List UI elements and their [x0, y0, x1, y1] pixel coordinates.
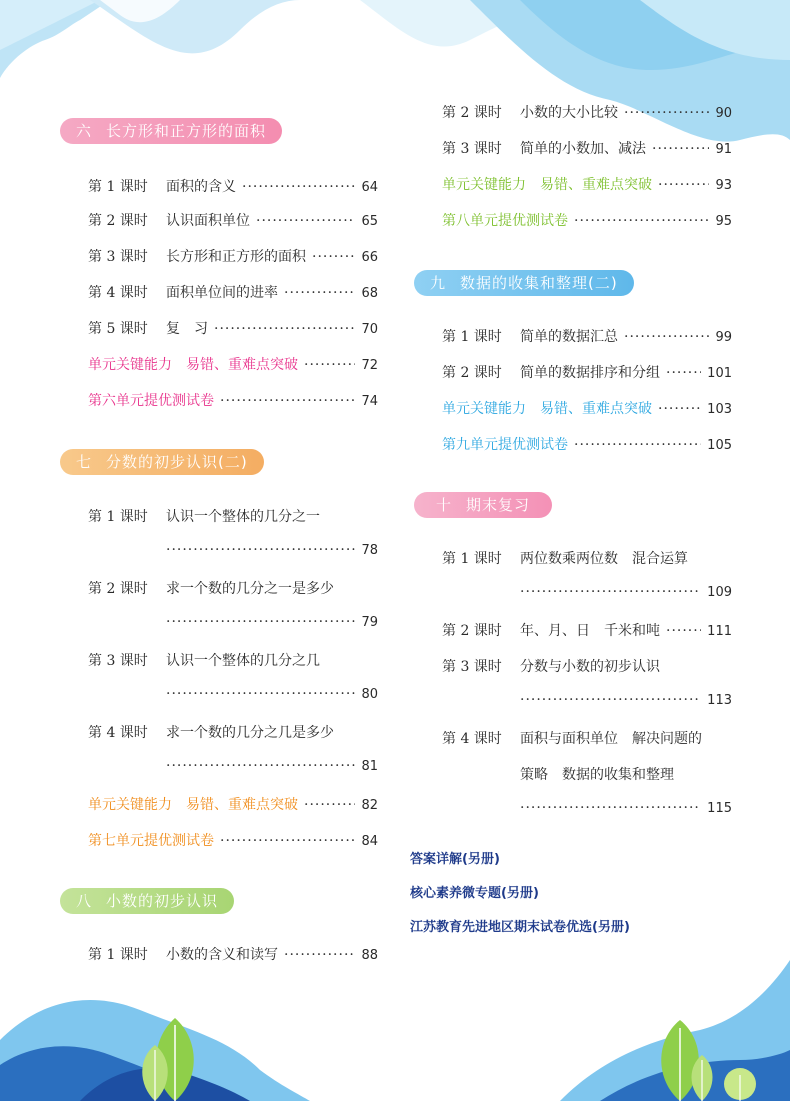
toc-entry[interactable]: [88, 282, 378, 302]
leader-dots: [214, 321, 355, 337]
ability-title: 单元关键能力 易错、重难点突破: [88, 357, 298, 373]
lesson-title-line2: 策略 数据的收集和整理: [520, 767, 674, 783]
leader-dots: [520, 800, 701, 816]
page-number: 105: [707, 438, 732, 453]
page-number: 64: [361, 180, 378, 195]
lesson-number: 第 3 课时: [88, 653, 148, 669]
ability-title: 单元关键能力 易错、重难点突破: [88, 797, 298, 813]
page-number: 66: [361, 250, 378, 265]
toc-entry[interactable]: [442, 326, 732, 346]
page-number: 101: [707, 366, 732, 381]
ability-title: 单元关键能力 易错、重难点突破: [442, 177, 652, 193]
lesson-number: 第 3 课时: [88, 249, 148, 265]
leader-dots: [220, 393, 355, 409]
toc-entry-continued[interactable]: [166, 542, 378, 558]
toc-entry[interactable]: [442, 138, 732, 158]
section-title: 长方形和正方形的面积: [106, 122, 267, 140]
test-title: 第七单元提优测试卷: [88, 833, 214, 849]
lesson-title: 两位数乘两位数 混合运算: [520, 551, 688, 567]
leader-dots: [666, 623, 701, 639]
lesson-number: 第 1 课时: [442, 329, 502, 345]
toc-entry[interactable]: [442, 362, 732, 382]
lesson-number: 第 5 课时: [88, 321, 148, 337]
toc-entry[interactable]: [442, 728, 732, 748]
extra-exam-selection-book[interactable]: 江苏教育先进地区期末试卷优选(另册): [410, 920, 630, 935]
leader-dots: [312, 249, 355, 265]
toc-entry[interactable]: [88, 944, 378, 964]
toc-entry-continued[interactable]: [520, 800, 732, 816]
toc-entry-continued[interactable]: [166, 758, 378, 774]
toc-entry[interactable]: [88, 722, 378, 742]
section-title: 数据的收集和整理(二): [460, 274, 618, 292]
page-number: 91: [715, 142, 732, 157]
leader-dots: [220, 833, 355, 849]
section-title: 期末复习: [466, 496, 531, 514]
toc-entry[interactable]: [442, 548, 732, 568]
section-header-10[interactable]: [414, 492, 552, 518]
lesson-number: 第 3 课时: [442, 141, 502, 157]
lesson-title: 分数与小数的初步认识: [520, 659, 660, 675]
lesson-number: 第 2 课时: [88, 213, 148, 229]
page-number: 78: [361, 543, 378, 558]
page-number: 109: [707, 585, 732, 600]
lesson-title: 面积单位间的进率: [166, 285, 278, 301]
lesson-title: 长方形和正方形的面积: [166, 249, 306, 265]
leader-dots: [520, 692, 701, 708]
lesson-number: 第 2 课时: [442, 623, 502, 639]
lesson-title: 面积的含义: [166, 179, 236, 195]
page-number: 88: [361, 948, 378, 963]
lesson-title: 简单的数据排序和分组: [520, 365, 660, 381]
section-number: 九: [430, 274, 447, 292]
page-number: 74: [361, 394, 378, 409]
section-number: 六: [76, 122, 93, 140]
leader-dots: [574, 437, 701, 453]
section-number: 八: [76, 892, 93, 910]
lesson-title: 求一个数的几分之一是多少: [166, 581, 334, 597]
section-header-9[interactable]: [414, 270, 634, 296]
toc-entry-continued[interactable]: [520, 764, 732, 784]
leader-dots: [166, 542, 355, 558]
lesson-title: 简单的数据汇总: [520, 329, 618, 345]
extra-core-literacy-book[interactable]: 核心素养微专题(另册): [410, 886, 539, 901]
leader-dots: [242, 179, 355, 195]
page-number: 93: [715, 178, 732, 193]
lesson-title: 认识一个整体的几分之一: [166, 509, 320, 525]
leader-dots: [624, 329, 709, 345]
toc-entry[interactable]: [88, 578, 378, 598]
lesson-title: 复 习: [166, 321, 208, 337]
extra-answer-book[interactable]: 答案详解(另册): [410, 852, 500, 867]
toc-entry-continued[interactable]: [520, 692, 732, 708]
lesson-number: 第 2 课时: [88, 581, 148, 597]
lesson-number: 第 4 课时: [88, 285, 148, 301]
leader-dots: [166, 686, 355, 702]
toc-entry-continued[interactable]: [520, 584, 732, 600]
section-number: 七: [76, 453, 93, 471]
leader-dots: [520, 584, 701, 600]
leader-dots: [284, 947, 355, 963]
page-number: 80: [361, 687, 378, 702]
leader-dots: [652, 141, 709, 157]
page-number: 99: [715, 330, 732, 345]
lesson-number: 第 1 课时: [442, 551, 502, 567]
leader-dots: [166, 758, 355, 774]
toc-entry[interactable]: [88, 650, 378, 670]
lesson-number: 第 3 课时: [442, 659, 502, 675]
section-header-6[interactable]: [60, 118, 282, 144]
toc-entry-continued[interactable]: [166, 614, 378, 630]
test-title: 第九单元提优测试卷: [442, 437, 568, 453]
toc-entry[interactable]: [88, 176, 378, 196]
page-number: 72: [361, 358, 378, 373]
toc-entry-test[interactable]: [442, 210, 732, 230]
lesson-title: 简单的小数加、减法: [520, 141, 646, 157]
toc-entry[interactable]: [88, 506, 378, 526]
page-number: 103: [707, 402, 732, 417]
page-number: 84: [361, 834, 378, 849]
lesson-number: 第 2 课时: [442, 105, 502, 121]
lesson-number: 第 1 课时: [88, 179, 148, 195]
leader-dots: [284, 285, 355, 301]
lesson-number: 第 1 课时: [88, 947, 148, 963]
leader-dots: [666, 365, 701, 381]
leader-dots: [624, 105, 709, 121]
toc-entry[interactable]: [442, 102, 732, 122]
lesson-number: 第 1 课时: [88, 509, 148, 525]
lesson-title: 小数的大小比较: [520, 105, 618, 121]
page-number: 82: [361, 798, 378, 813]
page-number: 115: [707, 801, 732, 816]
leader-dots: [304, 797, 355, 813]
page-number: 79: [361, 615, 378, 630]
toc-entry[interactable]: [442, 620, 732, 640]
section-header-8[interactable]: [60, 888, 234, 914]
toc-entry-test[interactable]: [88, 830, 378, 850]
toc-entry[interactable]: [88, 246, 378, 266]
section-number: 十: [436, 496, 453, 514]
lesson-title: 年、月、日 千米和吨: [520, 623, 660, 639]
toc-entry[interactable]: [442, 656, 732, 676]
page-number: 90: [715, 106, 732, 121]
leader-dots: [256, 213, 355, 229]
leader-dots: [166, 614, 355, 630]
toc-entry-ability[interactable]: [88, 354, 378, 374]
toc-entry-test[interactable]: [442, 434, 732, 454]
page-number: 111: [707, 624, 732, 639]
lesson-number: 第 4 课时: [88, 725, 148, 741]
lesson-title: 求一个数的几分之几是多少: [166, 725, 334, 741]
section-title: 分数的初步认识(二): [106, 453, 248, 471]
toc-entry-test[interactable]: [88, 390, 378, 410]
toc-entry[interactable]: [88, 210, 378, 230]
toc-entry-ability[interactable]: [442, 174, 732, 194]
leader-dots: [304, 357, 355, 373]
toc-entry[interactable]: [88, 318, 378, 338]
toc-entry-continued[interactable]: [166, 686, 378, 702]
section-header-7[interactable]: [60, 449, 264, 475]
test-title: 第六单元提优测试卷: [88, 393, 214, 409]
ability-title: 单元关键能力 易错、重难点突破: [442, 401, 652, 417]
leader-dots: [574, 213, 709, 229]
leader-dots: [658, 401, 701, 417]
page-number: 113: [707, 693, 732, 708]
lesson-title: 认识面积单位: [166, 213, 250, 229]
lesson-title: 面积与面积单位 解决问题的: [520, 731, 702, 747]
lesson-number: 第 2 课时: [442, 365, 502, 381]
page-number: 68: [361, 286, 378, 301]
toc-entry-ability[interactable]: [88, 794, 378, 814]
page-number: 65: [361, 214, 378, 229]
section-title: 小数的初步认识: [106, 892, 219, 910]
lesson-title: 小数的含义和读写: [166, 947, 278, 963]
page-number: 95: [715, 214, 732, 229]
lesson-title: 认识一个整体的几分之几: [166, 653, 320, 669]
test-title: 第八单元提优测试卷: [442, 213, 568, 229]
toc-entry-ability[interactable]: [442, 398, 732, 418]
page-number: 81: [361, 759, 378, 774]
page-number: 70: [361, 322, 378, 337]
lesson-number: 第 4 课时: [442, 731, 502, 747]
leader-dots: [658, 177, 709, 193]
